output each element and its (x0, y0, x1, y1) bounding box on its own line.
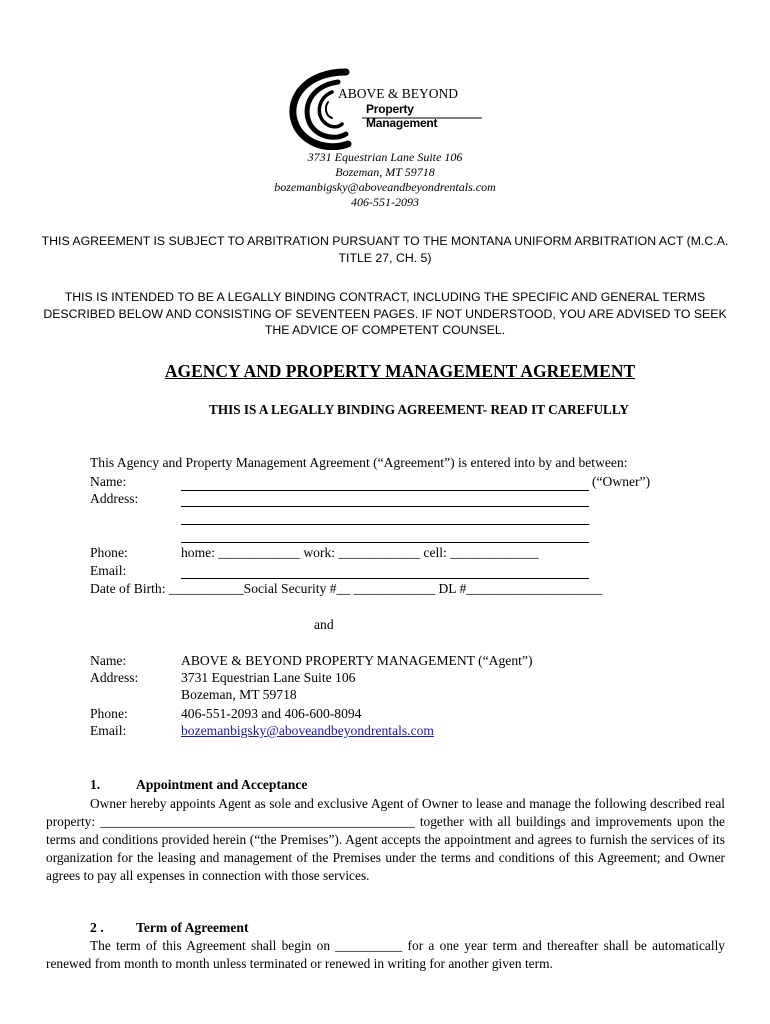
agreement-subtitle: THIS IS A LEGALLY BINDING AGREEMENT- READ IT CAREFULLY (209, 402, 629, 417)
owner-email-field[interactable] (181, 578, 589, 579)
owner-dob-ssn-dl-field[interactable]: Date of Birth: ___________Social Security #__ ____________ DL #____________________ (90, 581, 603, 596)
agent-name-label: Name: (90, 653, 127, 668)
owner-phone-field[interactable]: home: ____________ work: ____________ cell: _____________ (181, 545, 539, 560)
owner-address-field-3[interactable] (181, 542, 589, 543)
agreement-title: AGENCY AND PROPERTY MANAGEMENT AGREEMENT (164, 361, 636, 381)
binding-notice: THIS IS INTENDED TO BE A LEGALLY BINDING CONTRACT, INCLUDING THE SPECIFIC AND GENERAL TERMS DESCRIBED BELOW AND CONSISTING OF SEVENTEEN PAGES. IF NOT UNDERSTOOD, YOU ARE ADVISED TO SEEK THE ADVICE OF COMPETENT COUNSEL. (43, 290, 727, 337)
owner-address-field-1[interactable] (181, 506, 589, 507)
section-1-body (46, 795, 725, 885)
contact-phone: 406-551-2093 (351, 195, 419, 209)
owner-address-field-2[interactable] (181, 524, 589, 525)
agent-phone-label: Phone: (90, 706, 128, 721)
agent-address-line2: Bozeman, MT 59718 (181, 687, 297, 702)
section-2-body (46, 937, 725, 973)
company-logo (286, 68, 486, 150)
owner-address-label: Address: (90, 491, 139, 506)
section-1-heading: Appointment and Acceptance (136, 777, 308, 792)
parties-intro: This Agency and Property Management Agreement (“Agreement”) is entered into by and between: (90, 455, 628, 470)
agent-email-link[interactable]: bozemanbigsky@aboveandbeyondrentals.com (181, 723, 434, 738)
agent-name: ABOVE & BEYOND PROPERTY MANAGEMENT (“Agent”) (181, 653, 533, 668)
section-2-heading: Term of Agreement (136, 920, 249, 935)
owner-email-label: Email: (90, 563, 127, 578)
section-2-text: The term of this Agreement shall begin on __________ for a one year term and thereafter shall be automatically renewed from month to month unless terminated or renewed in writing for another given term. (46, 938, 725, 971)
logo-text-line1: ABOVE & BEYOND (338, 86, 458, 101)
section-1-text: Owner hereby appoints Agent as sole and exclusive Agent of Owner to lease and manage the following described real property: _______________________________________________ together with all buildings and improvements upon the terms and conditions provided herein (“the Premises”). Agent accepts the appointment and agrees to furnish the services of its organization for the leasing and management of the Premises under the terms and conditions of this Agreement; and Owner agrees to pay all expenses in connection with those services. (46, 796, 725, 883)
section-2-number: 2 . (90, 920, 104, 935)
section-1-number: 1. (90, 777, 101, 792)
contact-street: 3731 Equestrian Lane Suite 106 (307, 150, 463, 164)
agent-email-label: Email: (90, 723, 127, 738)
arbitration-notice: THIS AGREEMENT IS SUBJECT TO ARBITRATION PURSUANT TO THE MONTANA UNIFORM ARBITRATION ACT (M.C.A. TITLE 27, CH. 5) (41, 234, 729, 265)
owner-name-label: Name: (90, 474, 127, 489)
logo-text-line2: Property Management (366, 102, 438, 130)
agent-phone: 406-551-2093 and 406-600-8094 (181, 706, 362, 721)
owner-name-field[interactable] (181, 490, 589, 491)
owner-phone-label: Phone: (90, 545, 128, 560)
agent-address-line1: 3731 Equestrian Lane Suite 106 (181, 670, 356, 685)
contact-email: bozemanbigsky@aboveandbeyondrentals.com (274, 180, 496, 194)
agent-address-label: Address: (90, 670, 139, 685)
contact-city: Bozeman, MT 59718 (335, 165, 435, 179)
and-text: and (314, 617, 334, 632)
owner-tag: (“Owner”) (592, 474, 651, 489)
